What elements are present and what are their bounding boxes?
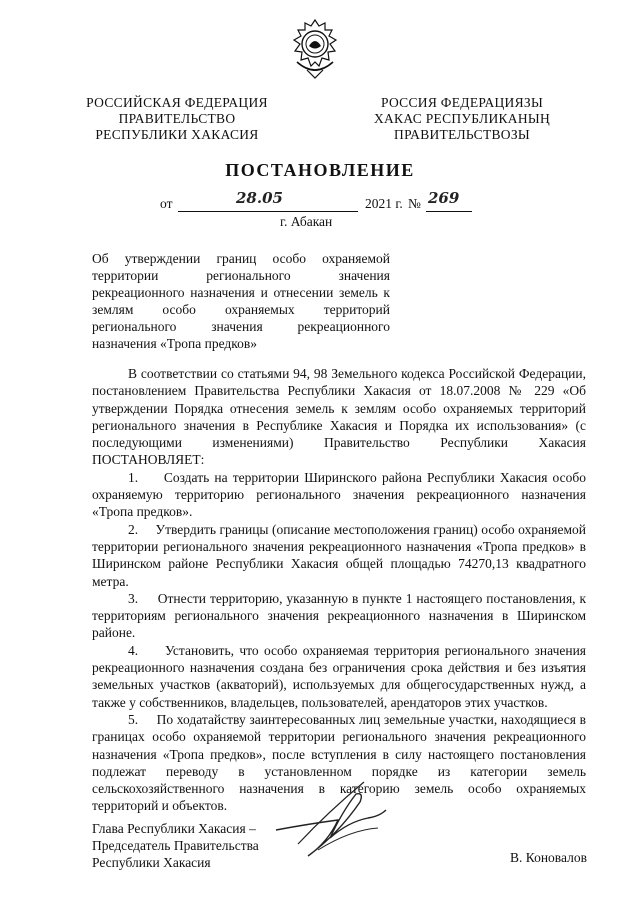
item-text: Установить, что особо охраняемая территория регионального значения рекреационного назначения создана без ограничения срока действия и без изъятия земельных участков (акваторий), используемых для общегосударственных нужд, а также у собственников, владельцев, пользователей, арендаторов этих участков.	[92, 642, 587, 710]
preamble-paragraph: В соответствии со статьями 94, 98 Земельного кодекса Российской Федерации, постановлением Правительства Республики Хакасия от 18.07.2008 № 229 «Об утверждении Порядка отнесения земель к землям особо охраняемых территорий регионального значения в Республике Хакасия и Порядка их использования» (с последующими изменениями) Правительство Республики Хакасия ПОСТАНОВЛЯЕТ:	[92, 366, 586, 468]
coat-of-arms-icon	[287, 18, 343, 80]
item-paragraph	[92, 469, 586, 521]
item-text: Утвердить границы (описание местоположения границ) особо охраняемой территории регионального значения рекреационного назначения «Тропа предков» в Ширинском районе Республики Хакасия общей площадью 74270,13 квадратного метра.	[92, 521, 587, 589]
item-text: Создать на территории Ширинского района Республики Хакасия особо охраняемую территорию регионального значения рекреационного назначения «Тропа предков».	[92, 469, 586, 520]
signatory-name: В. Коновалов	[510, 850, 587, 865]
header-left	[72, 95, 282, 143]
document-subject: Об утверждении границ особо охраняемой территории регионального значения рекреационного назначения и отнесении земель к землям особо охраняемых территорий регионального значения рекреационного назначения «Тропа предков»	[92, 251, 390, 351]
item-text: Отнести территорию, указанную в пункте 1 настоящего постановления, к территориям регионального значения рекреационного назначения в Ширинском районе.	[92, 590, 587, 641]
item-number: 5.	[128, 711, 139, 727]
item-number: 3.	[128, 590, 139, 606]
number-sign: №	[408, 196, 421, 211]
year-text: 2021 г.	[365, 196, 403, 211]
header-right	[350, 95, 574, 143]
signatory-title-line: Председатель Правительства	[92, 838, 259, 853]
signatory-title	[92, 820, 259, 871]
header-left-line: РОССИЙСКАЯ ФЕДЕРАЦИЯ	[86, 95, 268, 110]
date-prefix: от	[160, 196, 173, 211]
number-handwritten: 269	[428, 189, 460, 207]
item-text: По ходатайству заинтересованных лиц земельные участки, находящиеся в границах особо охраняемой территории регионального значения рекреационного назначения «Тропа предков», после вступления в силу настоящего постановления подлежат переводу в установленном порядке из категории земель сельскохозяйственного назначения в категорию земель особо охраняемых территорий и объектов.	[92, 711, 587, 814]
signatory-title-line: Республики Хакасия	[92, 855, 211, 870]
item-number: 1.	[128, 469, 139, 485]
document-title: ПОСТАНОВЛЕНИЕ	[225, 160, 415, 180]
item-paragraph	[92, 590, 586, 642]
date-handwritten: 28.05	[236, 189, 283, 207]
header-left-line: РЕСПУБЛИКИ ХАКАСИЯ	[95, 127, 259, 142]
city-label: г. Абакан	[280, 214, 333, 229]
item-paragraph	[92, 521, 586, 590]
header-right-line: ПРАВИТЕЛЬСТВОЗЫ	[394, 127, 530, 142]
header-left-line: ПРАВИТЕЛЬСТВО	[118, 111, 236, 126]
item-paragraph	[92, 642, 586, 711]
item-number: 4.	[128, 642, 139, 658]
header-right-line: РОССИЯ ФЕДЕРАЦИЯЗЫ	[380, 95, 544, 110]
signatory-title-line: Глава Республики Хакасия –	[92, 821, 256, 836]
handwritten-signature-icon	[268, 772, 398, 872]
item-number: 2.	[128, 521, 139, 537]
document-body	[92, 365, 586, 815]
header-right-line: ХАКАС РЕСПУБЛИКАНЫҢ	[373, 111, 551, 126]
